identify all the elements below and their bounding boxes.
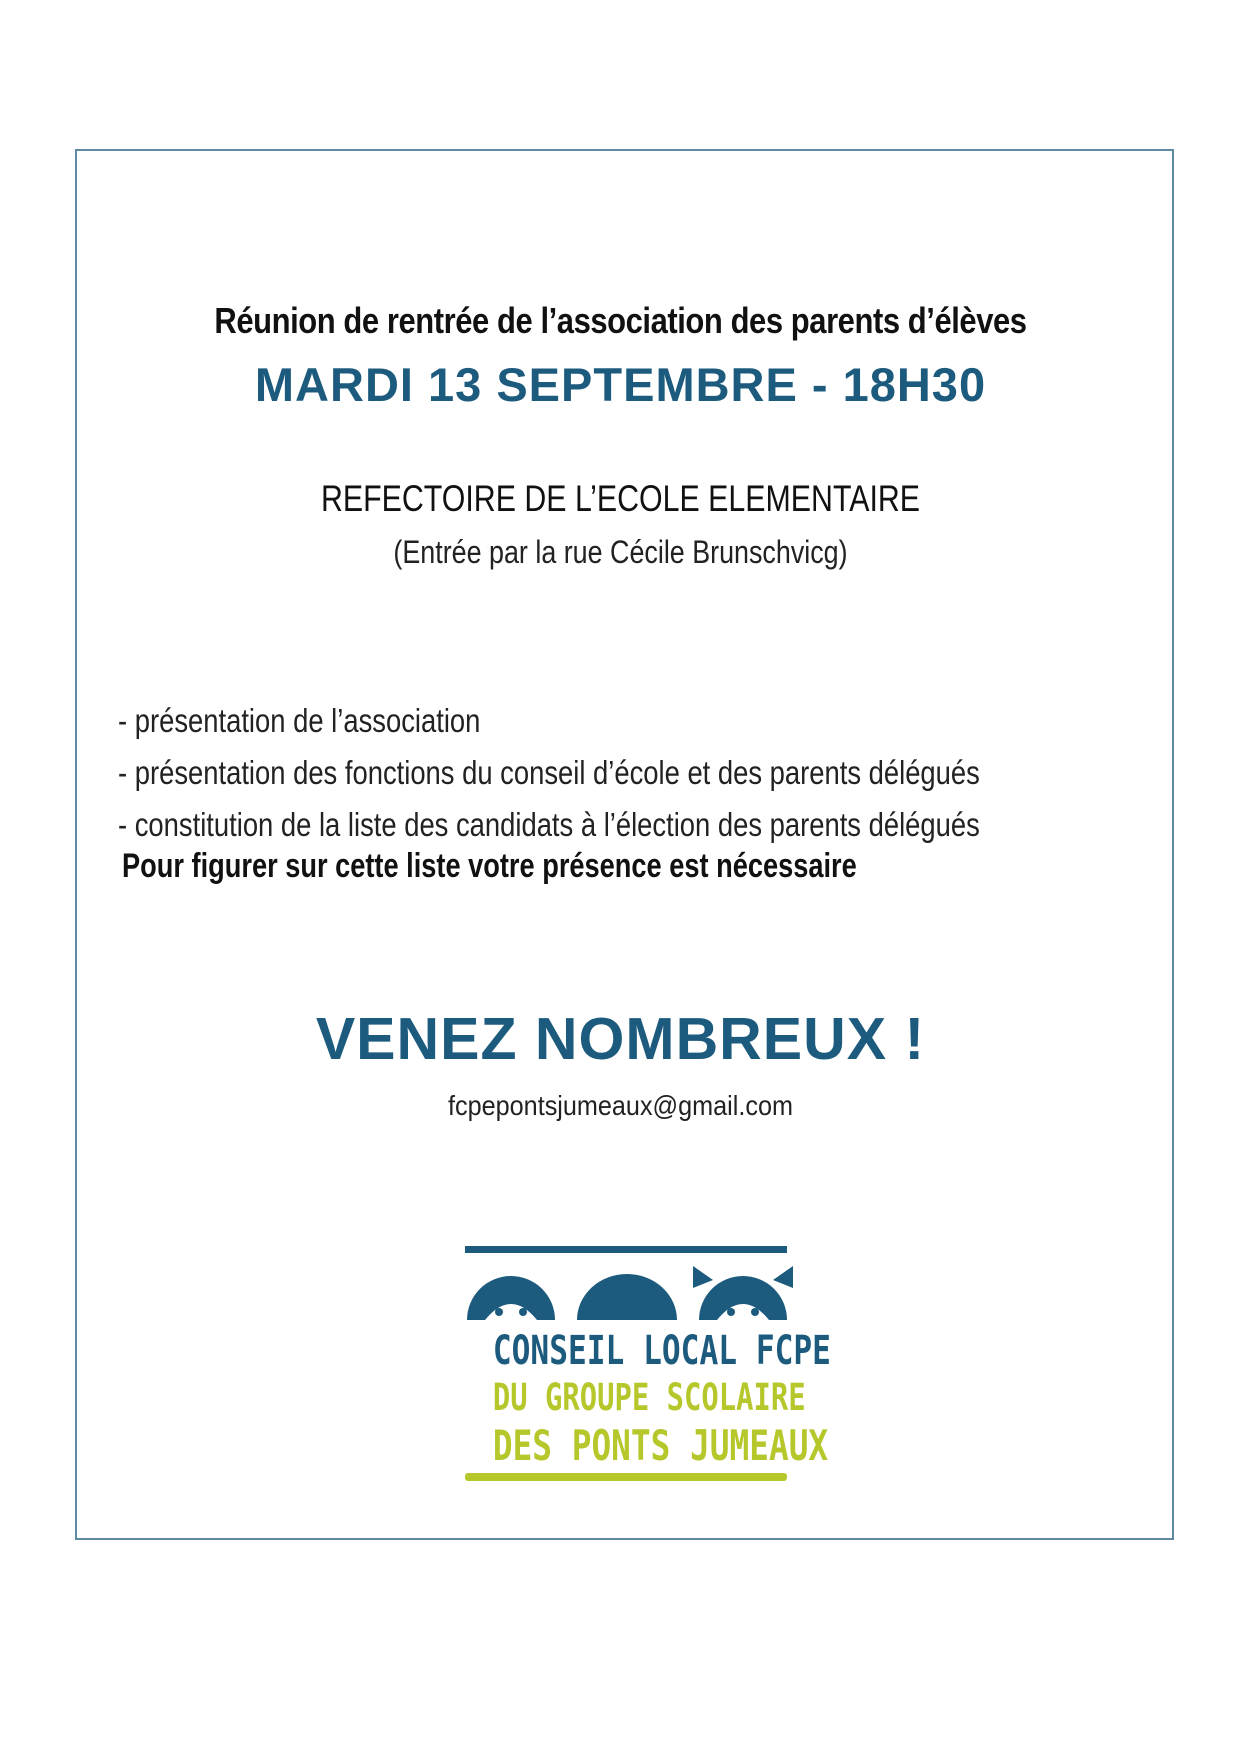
contact-email: fcpepontsjumeaux@gmail.com bbox=[448, 1090, 793, 1121]
call-to-action: VENEZ NOMBREUX ! bbox=[315, 1006, 926, 1072]
agenda-list bbox=[118, 695, 980, 851]
agenda-item: - présentation des fonctions du conseil d’école et des parents délégués bbox=[118, 754, 980, 791]
meeting-title: Réunion de rentrée de l’association des parents d’élèves bbox=[214, 300, 1027, 341]
fcpe-logo bbox=[455, 1228, 831, 1488]
agenda-item: - présentation de l’association bbox=[118, 702, 481, 739]
meeting-date: MARDI 13 SEPTEMBRE - 18H30 bbox=[254, 358, 987, 411]
logo-line-2: DU GROUPE SCOLAIRE bbox=[492, 1376, 806, 1419]
attendance-notice: Pour figurer sur cette liste votre présence est nécessaire bbox=[122, 847, 857, 885]
entry-note: (Entrée par la rue Cécile Brunschvicg) bbox=[393, 534, 848, 570]
logo-line-3: DES PONTS JUMEAUX bbox=[492, 1421, 829, 1470]
logo-line-1: CONSEIL LOCAL FCPE bbox=[492, 1328, 831, 1374]
agenda-item: - constitution de la liste des candidats à l’élection des parents délégués bbox=[118, 806, 980, 843]
meeting-place: REFECTOIRE DE L’ECOLE ELEMENTAIRE bbox=[320, 478, 921, 519]
